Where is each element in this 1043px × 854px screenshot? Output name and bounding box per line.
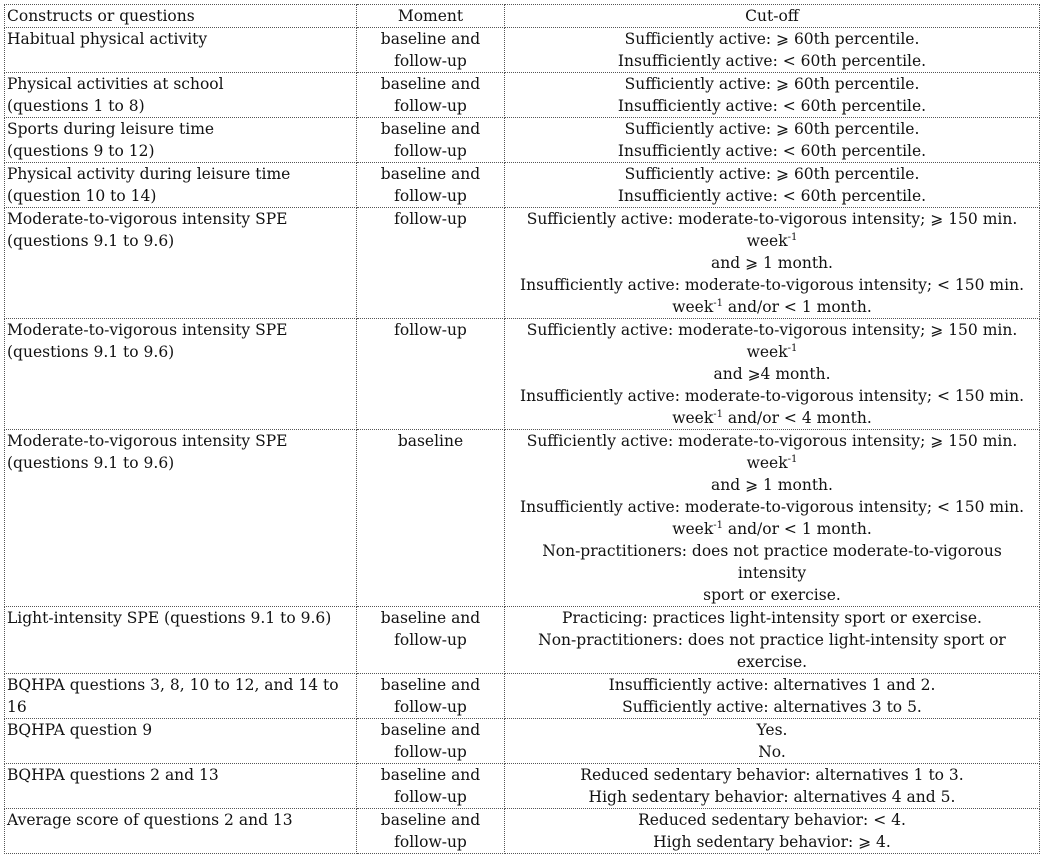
construct-line: Habitual physical activity <box>7 30 208 48</box>
cutoff-line <box>507 629 1037 673</box>
cutoff-text: Insufficiently active: < 60th percentile. <box>617 142 927 160</box>
construct-line: Sports during leisure time <box>7 120 215 138</box>
table-row <box>5 163 1040 208</box>
table-row <box>5 430 1040 607</box>
table-row <box>5 674 1040 719</box>
cutoff-line <box>507 274 1037 296</box>
cutoff-cell <box>505 674 1040 719</box>
construct-line: (question 10 to 14) <box>7 187 157 205</box>
moment-cell <box>357 430 505 607</box>
cutoff-line <box>507 719 1037 741</box>
cutoff-text: Insufficiently active: alternatives 1 and 2. <box>608 676 936 694</box>
cutoff-cell <box>505 28 1040 73</box>
cutoff-text: and ⩾ 1 month. <box>711 254 833 272</box>
cutoff-text: Sufficiently active: ⩾ 60th percentile. <box>624 120 920 138</box>
table-row <box>5 809 1040 854</box>
construct-cell <box>5 674 357 719</box>
cutoff-line <box>507 764 1037 786</box>
construct-cell <box>5 28 357 73</box>
moment-line: follow-up <box>394 631 467 649</box>
cutoff-cell <box>505 809 1040 854</box>
cutoff-line <box>507 518 1037 540</box>
cutoff-line <box>507 385 1037 407</box>
cutoff-line <box>507 28 1037 50</box>
moment-line: baseline and <box>380 721 481 739</box>
construct-line: (questions 9.1 to 9.6) <box>7 232 175 250</box>
construct-line: BQHPA questions 2 and 13 <box>7 766 219 784</box>
table-row <box>5 319 1040 430</box>
cutoff-text: Yes. <box>756 721 788 739</box>
cutoff-text: Non-practitioners: does not practice light-intensity sport or exercise. <box>538 631 1006 671</box>
cutoff-text: Practicing: practices light-intensity sport or exercise. <box>562 609 982 627</box>
moment-cell <box>357 764 505 809</box>
cutoff-text: Insufficiently active: < 60th percentile. <box>617 52 927 70</box>
cutoff-cell <box>505 118 1040 163</box>
cutoff-text: Insufficiently active: moderate-to-vigorous intensity; < 150 min. <box>519 498 1024 516</box>
moment-line: follow-up <box>394 210 467 228</box>
table-body <box>5 28 1040 854</box>
moment-cell <box>357 809 505 854</box>
cutoff-line <box>507 319 1037 363</box>
construct-line: Physical activities at school <box>7 75 224 93</box>
construct-line: Moderate-to-vigorous intensity SPE <box>7 210 288 228</box>
cutoff-text: Sufficiently active: moderate-to-vigorous intensity; ⩾ 150 min. week <box>526 432 1018 472</box>
cutoff-text: Sufficiently active: moderate-to-vigorous intensity; ⩾ 150 min. week <box>526 210 1018 250</box>
cutoff-text: High sedentary behavior: alternatives 4 and 5. <box>588 788 956 806</box>
moment-line: follow-up <box>394 788 467 806</box>
cutoff-text: week <box>672 520 714 538</box>
construct-cell <box>5 73 357 118</box>
cutoff-cell <box>505 73 1040 118</box>
construct-line: (questions 1 to 8) <box>7 97 145 115</box>
exponent-superscript: -1 <box>787 231 798 243</box>
cutoff-cell <box>505 607 1040 674</box>
moment-line: follow-up <box>394 743 467 761</box>
cutoff-line <box>507 208 1037 252</box>
cutoff-line <box>507 163 1037 185</box>
cutoff-cell <box>505 764 1040 809</box>
exponent-superscript: -1 <box>713 297 723 309</box>
cutoff-text: Non-practitioners: does not practice moderate-to-vigorous intensity <box>542 542 1002 582</box>
table-header-row <box>5 5 1040 28</box>
cutoff-cell <box>505 430 1040 607</box>
cutoff-text: week <box>672 409 714 427</box>
construct-line: Light-intensity SPE (questions 9.1 to 9.6) <box>7 609 332 627</box>
header-cutoff: Cut-off <box>505 5 1040 28</box>
construct-line: Physical activity during leisure time <box>7 165 291 183</box>
construct-line: (questions 9.1 to 9.6) <box>7 343 175 361</box>
moment-line: follow-up <box>394 97 467 115</box>
moment-cell <box>357 73 505 118</box>
moment-line: baseline and <box>380 75 481 93</box>
cutoff-text: Insufficiently active: < 60th percentile. <box>617 97 927 115</box>
moment-line: follow-up <box>394 187 467 205</box>
cutoff-line <box>507 674 1037 696</box>
table-row <box>5 607 1040 674</box>
cutoff-text: Sufficiently active: moderate-to-vigorous intensity; ⩾ 150 min. week <box>526 321 1018 361</box>
cutoff-table <box>4 4 1040 854</box>
cutoff-line <box>507 407 1037 429</box>
cutoff-line <box>507 50 1037 72</box>
cutoff-text: Insufficiently active: < 60th percentile. <box>617 187 927 205</box>
table-row <box>5 73 1040 118</box>
moment-line: baseline and <box>380 811 481 829</box>
table-row <box>5 208 1040 319</box>
moment-line: follow-up <box>394 321 467 339</box>
construct-line: BQHPA question 9 <box>7 721 153 739</box>
construct-line: Moderate-to-vigorous intensity SPE <box>7 321 288 339</box>
cutoff-line <box>507 73 1037 95</box>
exponent-superscript: -1 <box>713 408 723 420</box>
moment-cell <box>357 319 505 430</box>
construct-line: Moderate-to-vigorous intensity SPE <box>7 432 288 450</box>
construct-cell <box>5 118 357 163</box>
cutoff-line <box>507 363 1037 385</box>
table-row <box>5 28 1040 73</box>
cutoff-cell <box>505 719 1040 764</box>
moment-cell <box>357 118 505 163</box>
moment-line: baseline <box>397 432 464 450</box>
moment-line: follow-up <box>394 698 467 716</box>
moment-line: baseline and <box>380 766 481 784</box>
cutoff-line <box>507 140 1037 162</box>
cutoff-line <box>507 296 1037 318</box>
cutoff-text: Insufficiently active: moderate-to-vigorous intensity; < 150 min. <box>519 276 1024 294</box>
cutoff-line <box>507 809 1037 831</box>
cutoff-line <box>507 584 1037 606</box>
cutoff-text: and ⩾ 1 month. <box>711 476 833 494</box>
cutoff-text: Sufficiently active: ⩾ 60th percentile. <box>624 75 920 93</box>
moment-line: follow-up <box>394 142 467 160</box>
construct-line: (questions 9 to 12) <box>7 142 155 160</box>
exponent-superscript: -1 <box>787 342 798 354</box>
cutoff-line <box>507 831 1037 853</box>
construct-cell <box>5 208 357 319</box>
cutoff-line <box>507 496 1037 518</box>
cutoff-text: Reduced sedentary behavior: alternatives 1 to 3. <box>580 766 964 784</box>
moment-cell <box>357 674 505 719</box>
cutoff-line <box>507 741 1037 763</box>
moment-line: baseline and <box>380 30 481 48</box>
cutoff-table-container <box>4 4 1039 854</box>
cutoff-text-after: and/or < 4 month. <box>722 409 872 427</box>
cutoff-text: Sufficiently active: ⩾ 60th percentile. <box>624 165 920 183</box>
construct-cell <box>5 719 357 764</box>
cutoff-line <box>507 540 1037 584</box>
cutoff-text: Reduced sedentary behavior: < 4. <box>638 811 906 829</box>
header-constructs: Constructs or questions <box>5 5 357 28</box>
moment-line: follow-up <box>394 833 467 851</box>
construct-cell <box>5 319 357 430</box>
moment-line: baseline and <box>380 676 481 694</box>
cutoff-line <box>507 118 1037 140</box>
moment-line: baseline and <box>380 120 481 138</box>
exponent-superscript: -1 <box>787 453 798 465</box>
cutoff-line <box>507 696 1037 718</box>
cutoff-cell <box>505 163 1040 208</box>
cutoff-line <box>507 786 1037 808</box>
moment-cell <box>357 719 505 764</box>
moment-cell <box>357 208 505 319</box>
header-moment: Moment <box>357 5 505 28</box>
cutoff-line <box>507 252 1037 274</box>
table-row <box>5 764 1040 809</box>
moment-line: follow-up <box>394 52 467 70</box>
construct-cell <box>5 607 357 674</box>
cutoff-line <box>507 474 1037 496</box>
construct-cell <box>5 809 357 854</box>
moment-cell <box>357 28 505 73</box>
cutoff-text: High sedentary behavior: ⩾ 4. <box>653 833 891 851</box>
cutoff-text-after: and/or < 1 month. <box>722 520 872 538</box>
construct-line: BQHPA questions 3, 8, 10 to 12, and 14 to 16 <box>7 676 339 716</box>
construct-line: Average score of questions 2 and 13 <box>7 811 293 829</box>
moment-cell <box>357 163 505 208</box>
cutoff-text: Insufficiently active: moderate-to-vigorous intensity; < 150 min. <box>519 387 1024 405</box>
construct-line: (questions 9.1 to 9.6) <box>7 454 175 472</box>
table-row <box>5 719 1040 764</box>
cutoff-cell <box>505 319 1040 430</box>
cutoff-text: sport or exercise. <box>703 586 841 604</box>
cutoff-line <box>507 185 1037 207</box>
moment-line: baseline and <box>380 609 481 627</box>
cutoff-line <box>507 95 1037 117</box>
cutoff-line <box>507 607 1037 629</box>
cutoff-text: Sufficiently active: ⩾ 60th percentile. <box>624 30 920 48</box>
cutoff-text: No. <box>758 743 786 761</box>
table-row <box>5 118 1040 163</box>
cutoff-text: Sufficiently active: alternatives 3 to 5. <box>622 698 922 716</box>
cutoff-cell <box>505 208 1040 319</box>
moment-cell <box>357 607 505 674</box>
cutoff-line <box>507 430 1037 474</box>
construct-cell <box>5 764 357 809</box>
construct-cell <box>5 163 357 208</box>
construct-cell <box>5 430 357 607</box>
cutoff-text: and ⩾4 month. <box>713 365 831 383</box>
exponent-superscript: -1 <box>713 519 723 531</box>
cutoff-text-after: and/or < 1 month. <box>722 298 872 316</box>
moment-line: baseline and <box>380 165 481 183</box>
cutoff-text: week <box>672 298 714 316</box>
